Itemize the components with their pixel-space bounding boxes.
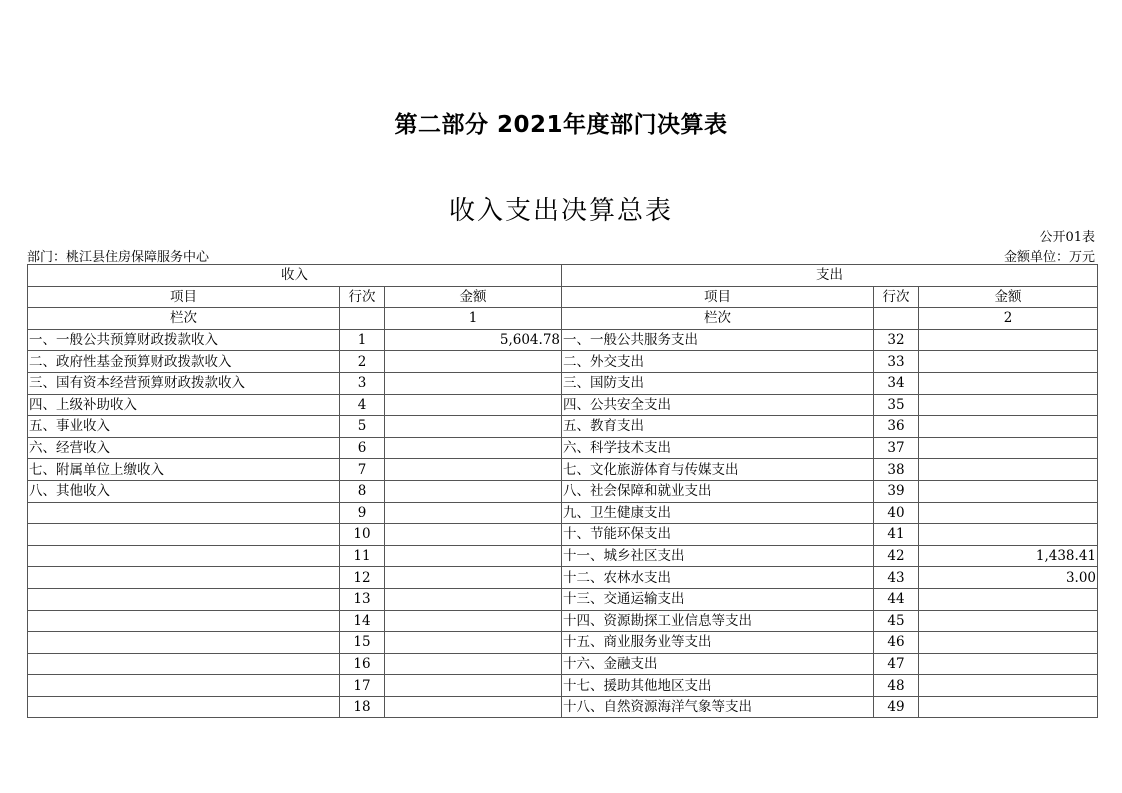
table-title: 收入支出决算总表: [448, 196, 673, 226]
column-header-row: [28, 286, 1098, 308]
expense-column-no-blank: [874, 308, 919, 330]
income-item-cell: [28, 502, 340, 524]
expense-item-cell: 十五、商业服务业等支出: [562, 632, 874, 654]
income-item-cell: [28, 567, 340, 589]
expense-amount-cell: 3.00: [919, 567, 1098, 589]
income-row-no-cell: 15: [340, 632, 385, 654]
table-row: [28, 567, 1098, 589]
expense-row-no-cell: 37: [874, 437, 919, 459]
income-row-no-cell: 13: [340, 588, 385, 610]
expense-item-cell: 十、节能环保支出: [562, 524, 874, 546]
expense-item-header: 项目: [562, 286, 874, 308]
expense-amount-cell: [919, 437, 1098, 459]
expense-item-cell: 四、公共安全支出: [562, 394, 874, 416]
expense-row-no-cell: 49: [874, 696, 919, 718]
expense-item-cell: 五、教育支出: [562, 416, 874, 438]
income-row-no-cell: 6: [340, 437, 385, 459]
expense-column-number: 2: [919, 308, 1098, 330]
income-item-cell: [28, 588, 340, 610]
expense-item-cell: 八、社会保障和就业支出: [562, 480, 874, 502]
expense-amount-cell: [919, 394, 1098, 416]
income-row-no-cell: 12: [340, 567, 385, 589]
income-row-no-cell: 4: [340, 394, 385, 416]
expense-item-cell: 十七、援助其他地区支出: [562, 675, 874, 697]
expense-item-cell: 十二、农林水支出: [562, 567, 874, 589]
section-header-row: [28, 265, 1098, 287]
income-item-cell: [28, 610, 340, 632]
income-row-no-cell: 17: [340, 675, 385, 697]
income-item-cell: 二、政府性基金预算财政拨款收入: [28, 351, 340, 373]
expense-row-no-cell: 46: [874, 632, 919, 654]
expense-section-header: 支出: [562, 265, 1098, 287]
table-row: [28, 329, 1098, 351]
table-row: [28, 372, 1098, 394]
income-amount-cell: [385, 437, 562, 459]
income-row-no-cell: 7: [340, 459, 385, 481]
expense-item-cell: 十一、城乡社区支出: [562, 545, 874, 567]
expense-amount-cell: [919, 459, 1098, 481]
column-number-row: [28, 308, 1098, 330]
income-amount-cell: [385, 459, 562, 481]
income-amount-cell: [385, 416, 562, 438]
expense-item-cell: 九、卫生健康支出: [562, 502, 874, 524]
income-item-cell: 八、其他收入: [28, 480, 340, 502]
income-amount-cell: [385, 545, 562, 567]
income-amount-cell: [385, 632, 562, 654]
table-row: [28, 480, 1098, 502]
income-expense-table: [27, 264, 1098, 718]
expense-column-no-label: 栏次: [562, 308, 874, 330]
income-item-header: 项目: [28, 286, 340, 308]
income-amount-cell: [385, 502, 562, 524]
expense-item-cell: 十八、自然资源海洋气象等支出: [562, 696, 874, 718]
expense-item-cell: 二、外交支出: [562, 351, 874, 373]
table-row: [28, 416, 1098, 438]
expense-amount-cell: [919, 416, 1098, 438]
expense-amount-cell: [919, 480, 1098, 502]
income-row-no-cell: 11: [340, 545, 385, 567]
expense-row-no-cell: 33: [874, 351, 919, 373]
expense-item-cell: 十六、金融支出: [562, 653, 874, 675]
table-row: [28, 588, 1098, 610]
expense-row-no-cell: 41: [874, 524, 919, 546]
income-item-cell: [28, 524, 340, 546]
income-amount-cell: [385, 351, 562, 373]
expense-row-no-cell: 40: [874, 502, 919, 524]
income-item-cell: 五、事业收入: [28, 416, 340, 438]
expense-row-no-cell: 42: [874, 545, 919, 567]
amount-unit-label: 金额单位：万元: [1003, 250, 1095, 265]
part-title: 第二部分 2021年度部门决算表: [394, 112, 728, 138]
expense-amount-cell: [919, 502, 1098, 524]
form-number: 公开01表: [1039, 230, 1095, 245]
table-row: [28, 524, 1098, 546]
income-column-no-label: 栏次: [28, 308, 340, 330]
expense-amount-cell: [919, 524, 1098, 546]
expense-item-cell: 六、科学技术支出: [562, 437, 874, 459]
expense-amount-cell: [919, 696, 1098, 718]
income-amount-cell: [385, 394, 562, 416]
income-amount-cell: [385, 567, 562, 589]
income-column-number: 1: [385, 308, 562, 330]
expense-item-cell: 三、国防支出: [562, 372, 874, 394]
income-amount-cell: [385, 588, 562, 610]
expense-item-cell: 一、一般公共服务支出: [562, 329, 874, 351]
expense-row-no-cell: 45: [874, 610, 919, 632]
income-amount-cell: [385, 524, 562, 546]
expense-item-cell: 十四、资源勘探工业信息等支出: [562, 610, 874, 632]
expense-row-no-cell: 34: [874, 372, 919, 394]
expense-row-no-cell: 43: [874, 567, 919, 589]
income-amount-header: 金额: [385, 286, 562, 308]
expense-row-no-cell: 47: [874, 653, 919, 675]
expense-amount-cell: [919, 329, 1098, 351]
income-amount-cell: [385, 696, 562, 718]
income-item-cell: 六、经营收入: [28, 437, 340, 459]
income-row-no-cell: 5: [340, 416, 385, 438]
expense-item-cell: 十三、交通运输支出: [562, 588, 874, 610]
table-row: [28, 610, 1098, 632]
income-item-cell: 四、上级补助收入: [28, 394, 340, 416]
income-section-header: 收入: [28, 265, 562, 287]
expense-amount-cell: [919, 588, 1098, 610]
table-row: [28, 502, 1098, 524]
expense-row-no-cell: 38: [874, 459, 919, 481]
expense-amount-cell: [919, 675, 1098, 697]
income-amount-cell: [385, 610, 562, 632]
table-row: [28, 437, 1098, 459]
expense-amount-cell: [919, 372, 1098, 394]
income-amount-cell: 5,604.78: [385, 329, 562, 351]
expense-item-cell: 七、文化旅游体育与传媒支出: [562, 459, 874, 481]
income-amount-cell: [385, 675, 562, 697]
expense-row-no-cell: 48: [874, 675, 919, 697]
expense-row-no-cell: 35: [874, 394, 919, 416]
income-item-cell: [28, 696, 340, 718]
income-item-cell: [28, 545, 340, 567]
table-row: [28, 459, 1098, 481]
income-row-no-cell: 18: [340, 696, 385, 718]
table-row: [28, 696, 1098, 718]
expense-amount-cell: [919, 351, 1098, 373]
department-label: 部门：桃江县住房保障服务中心: [27, 250, 210, 265]
income-row-no-cell: 14: [340, 610, 385, 632]
expense-amount-cell: 1,438.41: [919, 545, 1098, 567]
expense-amount-cell: [919, 610, 1098, 632]
income-item-cell: 七、附属单位上缴收入: [28, 459, 340, 481]
expense-row-no-header: 行次: [874, 286, 919, 308]
expense-row-no-cell: 44: [874, 588, 919, 610]
expense-amount-cell: [919, 632, 1098, 654]
income-item-cell: [28, 653, 340, 675]
income-row-no-cell: 1: [340, 329, 385, 351]
expense-row-no-cell: 32: [874, 329, 919, 351]
income-row-no-cell: 9: [340, 502, 385, 524]
income-amount-cell: [385, 653, 562, 675]
income-item-cell: 一、一般公共预算财政拨款收入: [28, 329, 340, 351]
income-row-no-header: 行次: [340, 286, 385, 308]
income-item-cell: 三、国有资本经营预算财政拨款收入: [28, 372, 340, 394]
income-amount-cell: [385, 372, 562, 394]
table-row: [28, 653, 1098, 675]
income-row-no-cell: 8: [340, 480, 385, 502]
table-row: [28, 394, 1098, 416]
income-item-cell: [28, 632, 340, 654]
expense-amount-cell: [919, 653, 1098, 675]
table-row: [28, 351, 1098, 373]
income-amount-cell: [385, 480, 562, 502]
table-row: [28, 545, 1098, 567]
income-row-no-cell: 2: [340, 351, 385, 373]
expense-row-no-cell: 36: [874, 416, 919, 438]
income-item-cell: [28, 675, 340, 697]
expense-amount-header: 金额: [919, 286, 1098, 308]
expense-row-no-cell: 39: [874, 480, 919, 502]
table-row: [28, 675, 1098, 697]
income-row-no-cell: 3: [340, 372, 385, 394]
income-row-no-cell: 10: [340, 524, 385, 546]
table-row: [28, 632, 1098, 654]
income-column-no-blank: [340, 308, 385, 330]
income-row-no-cell: 16: [340, 653, 385, 675]
